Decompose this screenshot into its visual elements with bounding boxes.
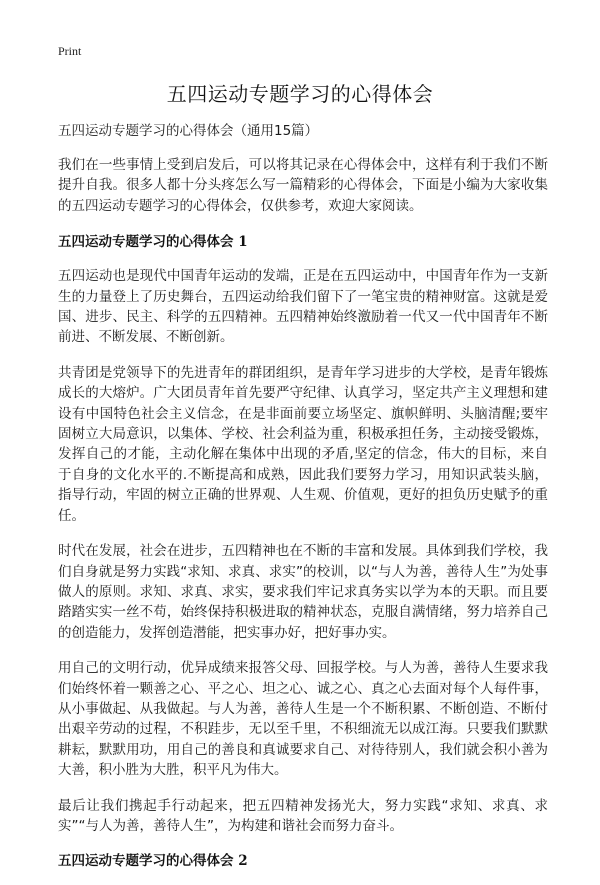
document-subtitle: 五四运动专题学习的心得体会（通用15篇）: [58, 123, 319, 139]
section-heading-2: 五四运动专题学习的心得体会 2: [58, 853, 248, 870]
section-heading-1: 五四运动专题学习的心得体会 1: [58, 234, 248, 251]
page-title: 五四运动专题学习的心得体会: [166, 82, 434, 106]
section-1-paragraph-4: 用自己的文明行动，优异成绩来报答父母、回报学校。与人为善，善待人生要求我们始终怀着一颗善之心、平之心、坦之心、诚之心、真之心去面对每个人每件事，从小事做起、从我做起。与人为善，善待人生是一个不断积累、不断创造、不断付出艰辛劳动的过程，不积跬步，无以至千里，不积细流无以成江海。只要我们默默耕耘，默默用功，用自己的善良和真诚要求自己、对待待别人，我们就会积小善为大善，积小胜为大胜，积平凡为伟大。: [58, 660, 548, 779]
section-1-paragraph-1: 五四运动也是现代中国青年运动的发端，正是在五四运动中，中国青年作为一支新生的力量登上了历史舞台，五四运动给我们留下了一笔宝贵的精神财富。这就是爱国、进步、民主、科学的五四精神。五四精神始终激励着一代又一代中国青年不断前进、不断发展、不断创新。: [58, 268, 548, 346]
section-1-paragraph-5: 最后让我们携起手行动起来，把五四精神发扬光大，努力实践“求知、求真、求实”“与人为善，善待人生”，为构建和谐社会而努力奋斗。: [58, 797, 548, 834]
section-1-paragraph-3: 时代在发展，社会在进步，五四精神也在不断的丰富和发展。具体到我们学校，我们自身就是努力实践“求知、求真、求实”的校训，以“与人为善，善待人生”为处事做人的原则。求知、求真、求实，要求我们牢记求真务实以学为本的天职。而且要踏踏实实一丝不苟，始终保持积极进取的精神状态，克服自满情绪，努力培养自己的创造能力，发挥创造潜能，把实事办好，把好事办实。: [58, 543, 548, 641]
section-1-paragraph-2: 共青团是党领导下的先进青年的群团组织，是青年学习进步的大学校，是青年锻炼成长的大熔炉。广大团员青年首先要严守纪律、认真学习，坚定共产主义理想和建设有中国特色社会主义信念，在是非面前要立场坚定、旗帜鲜明、头脑清醒;要牢固树立大局意识，以集体、学校、社会利益为重，积极承担任务，主动接受锻炼，发挥自己的才能，主动化解在集体中出现的矛盾,坚定的信念，伟大的目标，来自于自身的文化水平的.不断提高和成熟，因此我们要努力学习，用知识武装头脑，指导行动，牢固的树立正确的世界观、人生观、价值观，更好的担负历史赋予的重任。: [58, 364, 548, 524]
print-link[interactable]: Print: [58, 44, 82, 58]
article-body: [58, 121, 548, 885]
intro-paragraph: 我们在一些事情上受到启发后，可以将其记录在心得体会中，这样有利于我们不断提升自我。很多人都十分头疼怎么写一篇精彩的心得体会，下面是小编为大家收集的五四运动专题学习的心得体会，仅供参考，欢迎大家阅读。: [58, 157, 548, 214]
